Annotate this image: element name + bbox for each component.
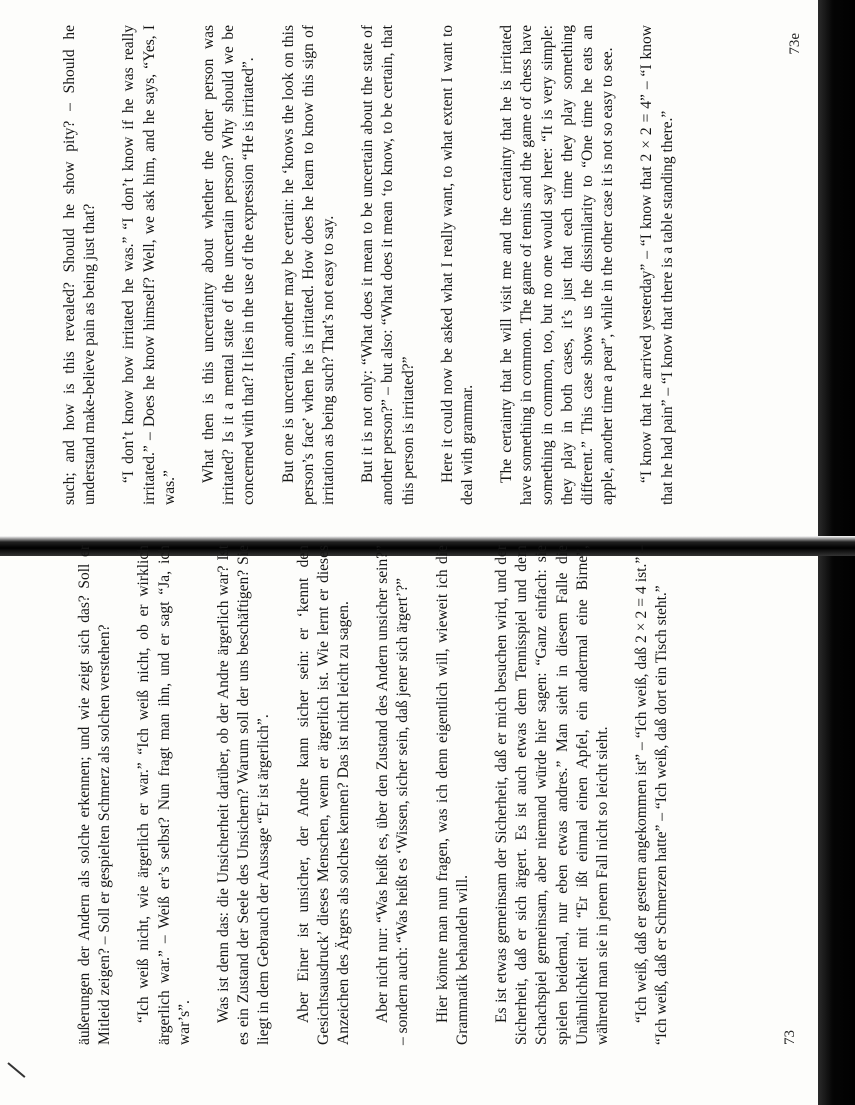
page-crease-mark — [7, 1062, 25, 1078]
english-paragraph-1: such; and how is this revealed? Should he show pity? – Should he understand make-believe pain as being just that? — [61, 25, 99, 505]
german-paragraph-7: Es ist etwas gemeinsam der Sicherheit, daß er mich besuchen wird, und der Sicherheit, daß er sich ärgert. Es ist auch etwas dem Tennisspiel und dem Schachspiel gemeinsam, aber niemand würde hier sagen: “Ganz einfach: sie spielen beidemal, nur eben etwas andres.” Man sieht in diesem Falle die Unähnlichkeit mit “Er ißt einmal einen Apfel, ein andermal eine Birne”, während man sie in jenem Fall nicht so leicht sieht. — [493, 545, 612, 1045]
german-paragraph-8: “Ich weiß, daß er gestern angekommen ist” – “Ich weiß, daß 2 × 2 = 4 ist.” – “Ich weiß, daß er Schmerzen hatte” – “Ich weiß, daß dort ein Tisch steht.” — [633, 545, 671, 1045]
german-paragraph-1: äußerungen der Andern als solche erkennen; und wie zeigt sich das? Soll er Mitleid zeigen? – Soll er gespielten Schmerz als solchen verstehen? — [76, 545, 114, 1045]
german-paragraph-2: “Ich weiß nicht, wie ärgerlich er war.” “Ich weiß nicht, ob er wirklich ärgerlich war.” – Weiß er’s selbst? Nun fragt man ihn, und er sagt “Ja, ich war’s”. — [135, 545, 193, 1045]
english-paragraph-4: But one is uncertain, another may be certain: he ‘knows the look on this person’s face’ when he is irritated. How does he learn to know this sign of irritation as being such? That’s not easy to say. — [279, 25, 338, 505]
english-paragraph-8: “I know that he arrived yesterday” – “I know that 2 × 2 = 4” – “I know that he had pain” – “I know that there is a table standing there.” — [638, 25, 676, 505]
english-paragraph-2: “I don’t know how irritated he was.” “I don’t know if he was really irritated.” – Does he know himself? Well, we ask him, and he says, “Yes, I was.” — [120, 25, 178, 505]
english-text-block — [60, 25, 678, 505]
german-paragraph-6: Hier könnte man nun fragen, was ich denn eigentlich will, wieweit ich die Grammatik behandeln will. — [433, 545, 471, 1045]
german-text-block — [75, 545, 673, 1045]
english-paragraph-7: The certainty that he will visit me and the certainty that he is irritated have something in common. The game of tennis and the game of chess have something in common, too, but no one would say here: “It is very simple: they play in both cases, it’s just that each time they play something different.” This case shows us the dissimilarity to “One time he eats an apple, another time a pear”, while in the other case it is not so easy to see. — [498, 25, 617, 505]
german-page-number: 73 — [782, 1030, 798, 1045]
english-page-number: 73e — [787, 33, 803, 55]
german-paragraph-3: Was ist denn das: die Unsicherheit darüber, ob der Andre ärgerlich war? Ist es ein Zustand der Seele des Unsichern? Warum soll der uns beschäftigen? Sie liegt in dem Gebrauch der Aussage “Er ist ärgerlich”. — [215, 545, 273, 1045]
english-paragraph-6: Here it could now be asked what I really want, to what extent I want to deal with grammar. — [438, 25, 477, 505]
german-page — [75, 545, 798, 1045]
english-paragraph-5: But it is not only: “What does it mean to be uncertain about the state of another person?” – but also: “What does it mean ‘to know, to be certain, that this person is irritated?” — [359, 25, 417, 505]
english-paragraph-3: What then is this uncertainty about whether the other person was irritated? Is it a mental state of the uncertain person? Why should we be concerned with that? It lies in the use of the expression “He is irritated”. — [200, 25, 258, 505]
german-paragraph-5: Aber nicht nur: “Was heißt es, über den Zustand des Andern unsicher sein?” – sondern auch: “Was heißt es ‘Wissen, sicher sein, daß jener sich ärgert’?” — [374, 545, 412, 1045]
english-page — [60, 25, 803, 505]
german-paragraph-4: Aber Einer ist unsicher, der Andre kann sicher sein: er ‘kennt den Gesichtsausdruck’ dieses Menschen, wenn er ärgerlich ist. Wie lernt er dieses Anzeichen des Ärgers als solches kennen? Das ist nicht leicht zu sagen. — [294, 545, 353, 1045]
